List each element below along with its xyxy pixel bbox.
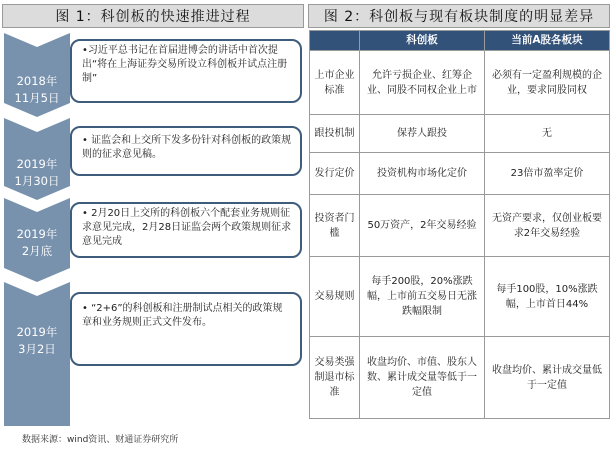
current-board-cell: 每手100股，10%涨跌幅，上市首日44% [485,257,610,337]
table-row [310,257,610,337]
star-market-cell: 50万资产，2年交易经验 [360,195,485,257]
current-board-cell: 必须有一定盈利规模的企业，要求同股同权 [485,51,610,115]
star-market-cell: 每手200股，20%涨跌幅，上市前五交易日无涨跌幅限制 [360,257,485,337]
timeline-text: • 2月20日上交所的科创板六个配套业务规则征求意见完成，2月28日证监会两个政策规则征求意见完成 [82,208,292,247]
table-row [310,337,610,419]
timeline-item-1 [4,33,304,117]
timeline-callout [70,126,302,176]
table-header-cell: 科创板 [360,31,485,51]
current-board-cell: 无 [485,115,610,153]
timeline-item-4 [4,282,304,426]
figure2-title: 图 2：科创板与现有板块制度的明显差异 [308,4,610,28]
timeline-callout [70,292,302,366]
table-header-cell: 当前A股各板块 [485,31,610,51]
star-market-cell: 允许亏损企业、红筹企业、同股不同权企业上市 [360,51,485,115]
star-market-cell: 收盘均价、市值、股东人数、累计成交量等低于一定值 [360,337,485,419]
star-market-cell: 保荐人跟投 [360,115,485,153]
current-board-cell: 无资产要求，仅创业板要求2年交易经验 [485,195,610,257]
table-row [310,51,610,115]
figure1-title: 图 1：科创板的快速推进过程 [2,4,304,28]
timeline-text: • “2+6”的科创板和注册制试点相关的政策规章和业务规则正式文件发布。 [82,303,283,328]
timeline-text: • 证监会和上交所下发多份针对科创板的政策规则的征求意见稿。 [82,135,292,160]
row-label: 发行定价 [310,153,360,195]
row-label: 上市企业标准 [310,51,360,115]
star-market-cell: 投资机构市场化定价 [360,153,485,195]
table-header-row [310,31,610,51]
source-note: 数据来源：wind资讯、财通证券研究所 [22,435,179,445]
timeline-date: 2019年 1月30日 [14,157,60,188]
row-label: 投资者门槛 [310,195,360,257]
table-row [310,153,610,195]
current-board-cell: 收盘均价、累计成交量低于一定值 [485,337,610,419]
row-label: 交易规则 [310,257,360,337]
timeline-callout [70,202,302,258]
timeline-date: 2019年 2月底 [16,227,58,258]
comparison-table [309,30,610,419]
row-label: 跟投机制 [310,115,360,153]
timeline-item-2 [4,118,304,200]
table-row [310,115,610,153]
timeline-item-3 [4,198,304,282]
timeline-date: 2019年 3月2日 [16,325,58,356]
timeline-text: •习近平总书记在首届进博会的讲话中首次提出“将在上海证券交易所设立科创板并试点注册制” [82,45,288,84]
row-label: 交易类强制退市标准 [310,337,360,419]
timeline-date: 2018年 11月5日 [14,74,60,105]
timeline-callout [70,39,302,103]
current-board-cell: 23倍市盈率定价 [485,153,610,195]
table-row [310,195,610,257]
table-header-cell [310,31,360,51]
